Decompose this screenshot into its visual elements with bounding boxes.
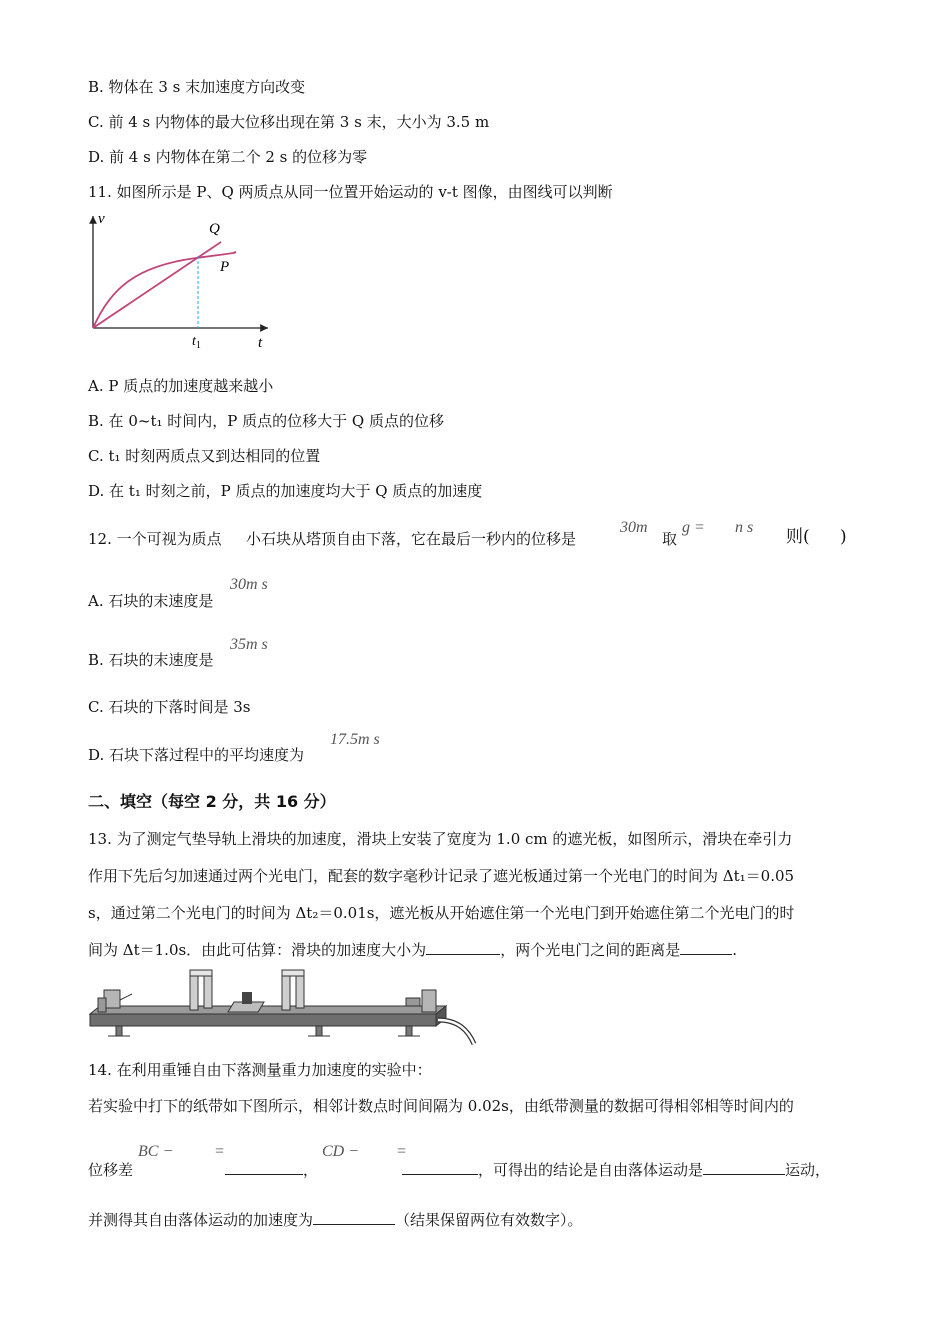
q13-line-4-a: 间为 Δt＝1.0s．由此可估算：滑块的加速度大小为 bbox=[88, 941, 427, 959]
q12-then: 则( bbox=[786, 527, 810, 547]
q12-option-c: C. 石块的下落时间是 3s bbox=[88, 698, 251, 716]
q13-blank-acceleration[interactable] bbox=[426, 940, 500, 955]
q12-option-a: A. 石块的末速度是 bbox=[88, 592, 214, 610]
q14-blank-bc[interactable] bbox=[225, 1160, 303, 1175]
y-axis-label: v bbox=[98, 211, 105, 227]
q12-option-d-value: 17.5m s bbox=[330, 731, 380, 748]
q12-option-b-value: 35m s bbox=[230, 636, 268, 653]
x-axis-label: t bbox=[258, 335, 263, 351]
q14-line-3: 位移差 ， ，可得出的结论是自由落体运动是 运动， bbox=[88, 1161, 831, 1179]
q12-close: ) bbox=[840, 527, 847, 547]
q13-line-1: 13. 为了测定气垫导轨上滑块的加速度，滑块上安装了宽度为 1.0 cm 的遮光板，如图所示，滑块在牵引力 bbox=[88, 830, 793, 848]
q13-line-2: 作用下先后匀加速通过两个光电门，配套的数字毫秒计记录了遮光板通过第一个光电门的时间为 Δt₁＝0.05 bbox=[88, 867, 795, 885]
curve-p bbox=[93, 252, 236, 328]
q10-option-d: D. 前 4 s 内物体在第二个 2 s 的位移为零 bbox=[88, 148, 368, 166]
curve-q-label: Q bbox=[209, 221, 220, 237]
q14-line-3-label: 位移差 bbox=[88, 1161, 134, 1179]
t1-label: $t_1$ bbox=[192, 334, 201, 351]
q11-option-a: A. P 质点的加速度越来越小 bbox=[88, 377, 274, 395]
q14-line-3-mid: ，可得出的结论是自由落体运动是 bbox=[478, 1161, 704, 1179]
q13-blank-distance[interactable] bbox=[680, 940, 732, 955]
q14-line-2: 若实验中打下的纸带如下图所示，相邻计数点时间间隔为 0.02s，由纸带测量的数据可得相邻相等时间内的 bbox=[88, 1097, 794, 1115]
q11-option-b: B. 在 0~t₁ 时间内，P 质点的位移大于 Q 质点的位移 bbox=[88, 412, 444, 430]
q14-bc-expr: BC − bbox=[138, 1143, 174, 1160]
q14-bc-eq: = bbox=[214, 1143, 225, 1160]
q12-stem-a: 12. 一个可视为质点 bbox=[88, 530, 222, 548]
q11-option-d: D. 在 t₁ 时刻之前，P 质点的加速度均大于 Q 质点的加速度 bbox=[88, 482, 483, 500]
q13-line-4 bbox=[88, 940, 737, 960]
q14-blank-acceleration[interactable] bbox=[313, 1210, 395, 1225]
q12-option-a-value: 30m s bbox=[230, 576, 268, 593]
curve-p-label: P bbox=[220, 259, 230, 275]
q14-blank-cd[interactable] bbox=[402, 1160, 478, 1175]
q12-take: 取 bbox=[662, 530, 678, 548]
q12-stem-b: 小石块从塔顶自由下落，它在最后一秒内的位移是 bbox=[246, 530, 577, 548]
curve-q bbox=[93, 242, 221, 328]
q14-line-4-b: （结果保留两位有效数字）。 bbox=[395, 1211, 583, 1229]
q12-option-d: D. 石块下落过程中的平均速度为 bbox=[88, 746, 305, 764]
q14-cd-eq: = bbox=[396, 1143, 407, 1160]
q10-option-c: C. 前 4 s 内物体的最大位移出现在第 3 s 末，大小为 3.5 m bbox=[88, 113, 490, 131]
q14-line-1: 14. 在利用重锤自由下落测量重力加速度的实验中： bbox=[88, 1061, 432, 1079]
q11-option-c: C. t₁ 时刻两质点又到达相同的位置 bbox=[88, 447, 321, 465]
q10-option-b: B. 物体在 3 s 末加速度方向改变 bbox=[88, 78, 306, 96]
q12-displacement: 30m bbox=[620, 519, 648, 536]
q12-g-expr: g = bbox=[682, 519, 705, 536]
section-2-heading: 二、填空（每空 2 分，共 16 分） bbox=[88, 792, 336, 811]
q14-line-3-end: 运动， bbox=[785, 1161, 831, 1179]
q14-cd-expr: CD − bbox=[322, 1143, 360, 1160]
q14-line-4-a: 并测得其自由落体运动的加速度为 bbox=[88, 1211, 314, 1229]
q12-g-unit: n s bbox=[735, 519, 754, 536]
q14-line-4 bbox=[88, 1210, 583, 1230]
q13-line-4-c: . bbox=[732, 941, 737, 959]
air-track-figure bbox=[86, 968, 478, 1046]
q11-stem: 11. 如图所示是 P、Q 两质点从同一位置开始运动的 v-t 图像，由图线可以判断 bbox=[88, 183, 613, 201]
q14-blank-motion-type[interactable] bbox=[703, 1160, 785, 1175]
q13-line-4-b: ，两个光电门之间的距离是 bbox=[500, 941, 681, 959]
q12-option-b: B. 石块的末速度是 bbox=[88, 651, 214, 669]
q13-line-3: s，通过第二个光电门的时间为 Δt₂＝0.01s，遮光板从开始遮住第一个光电门到开始遮住第二个光电门的时 bbox=[88, 904, 795, 922]
q11-vt-graph bbox=[86, 208, 276, 353]
